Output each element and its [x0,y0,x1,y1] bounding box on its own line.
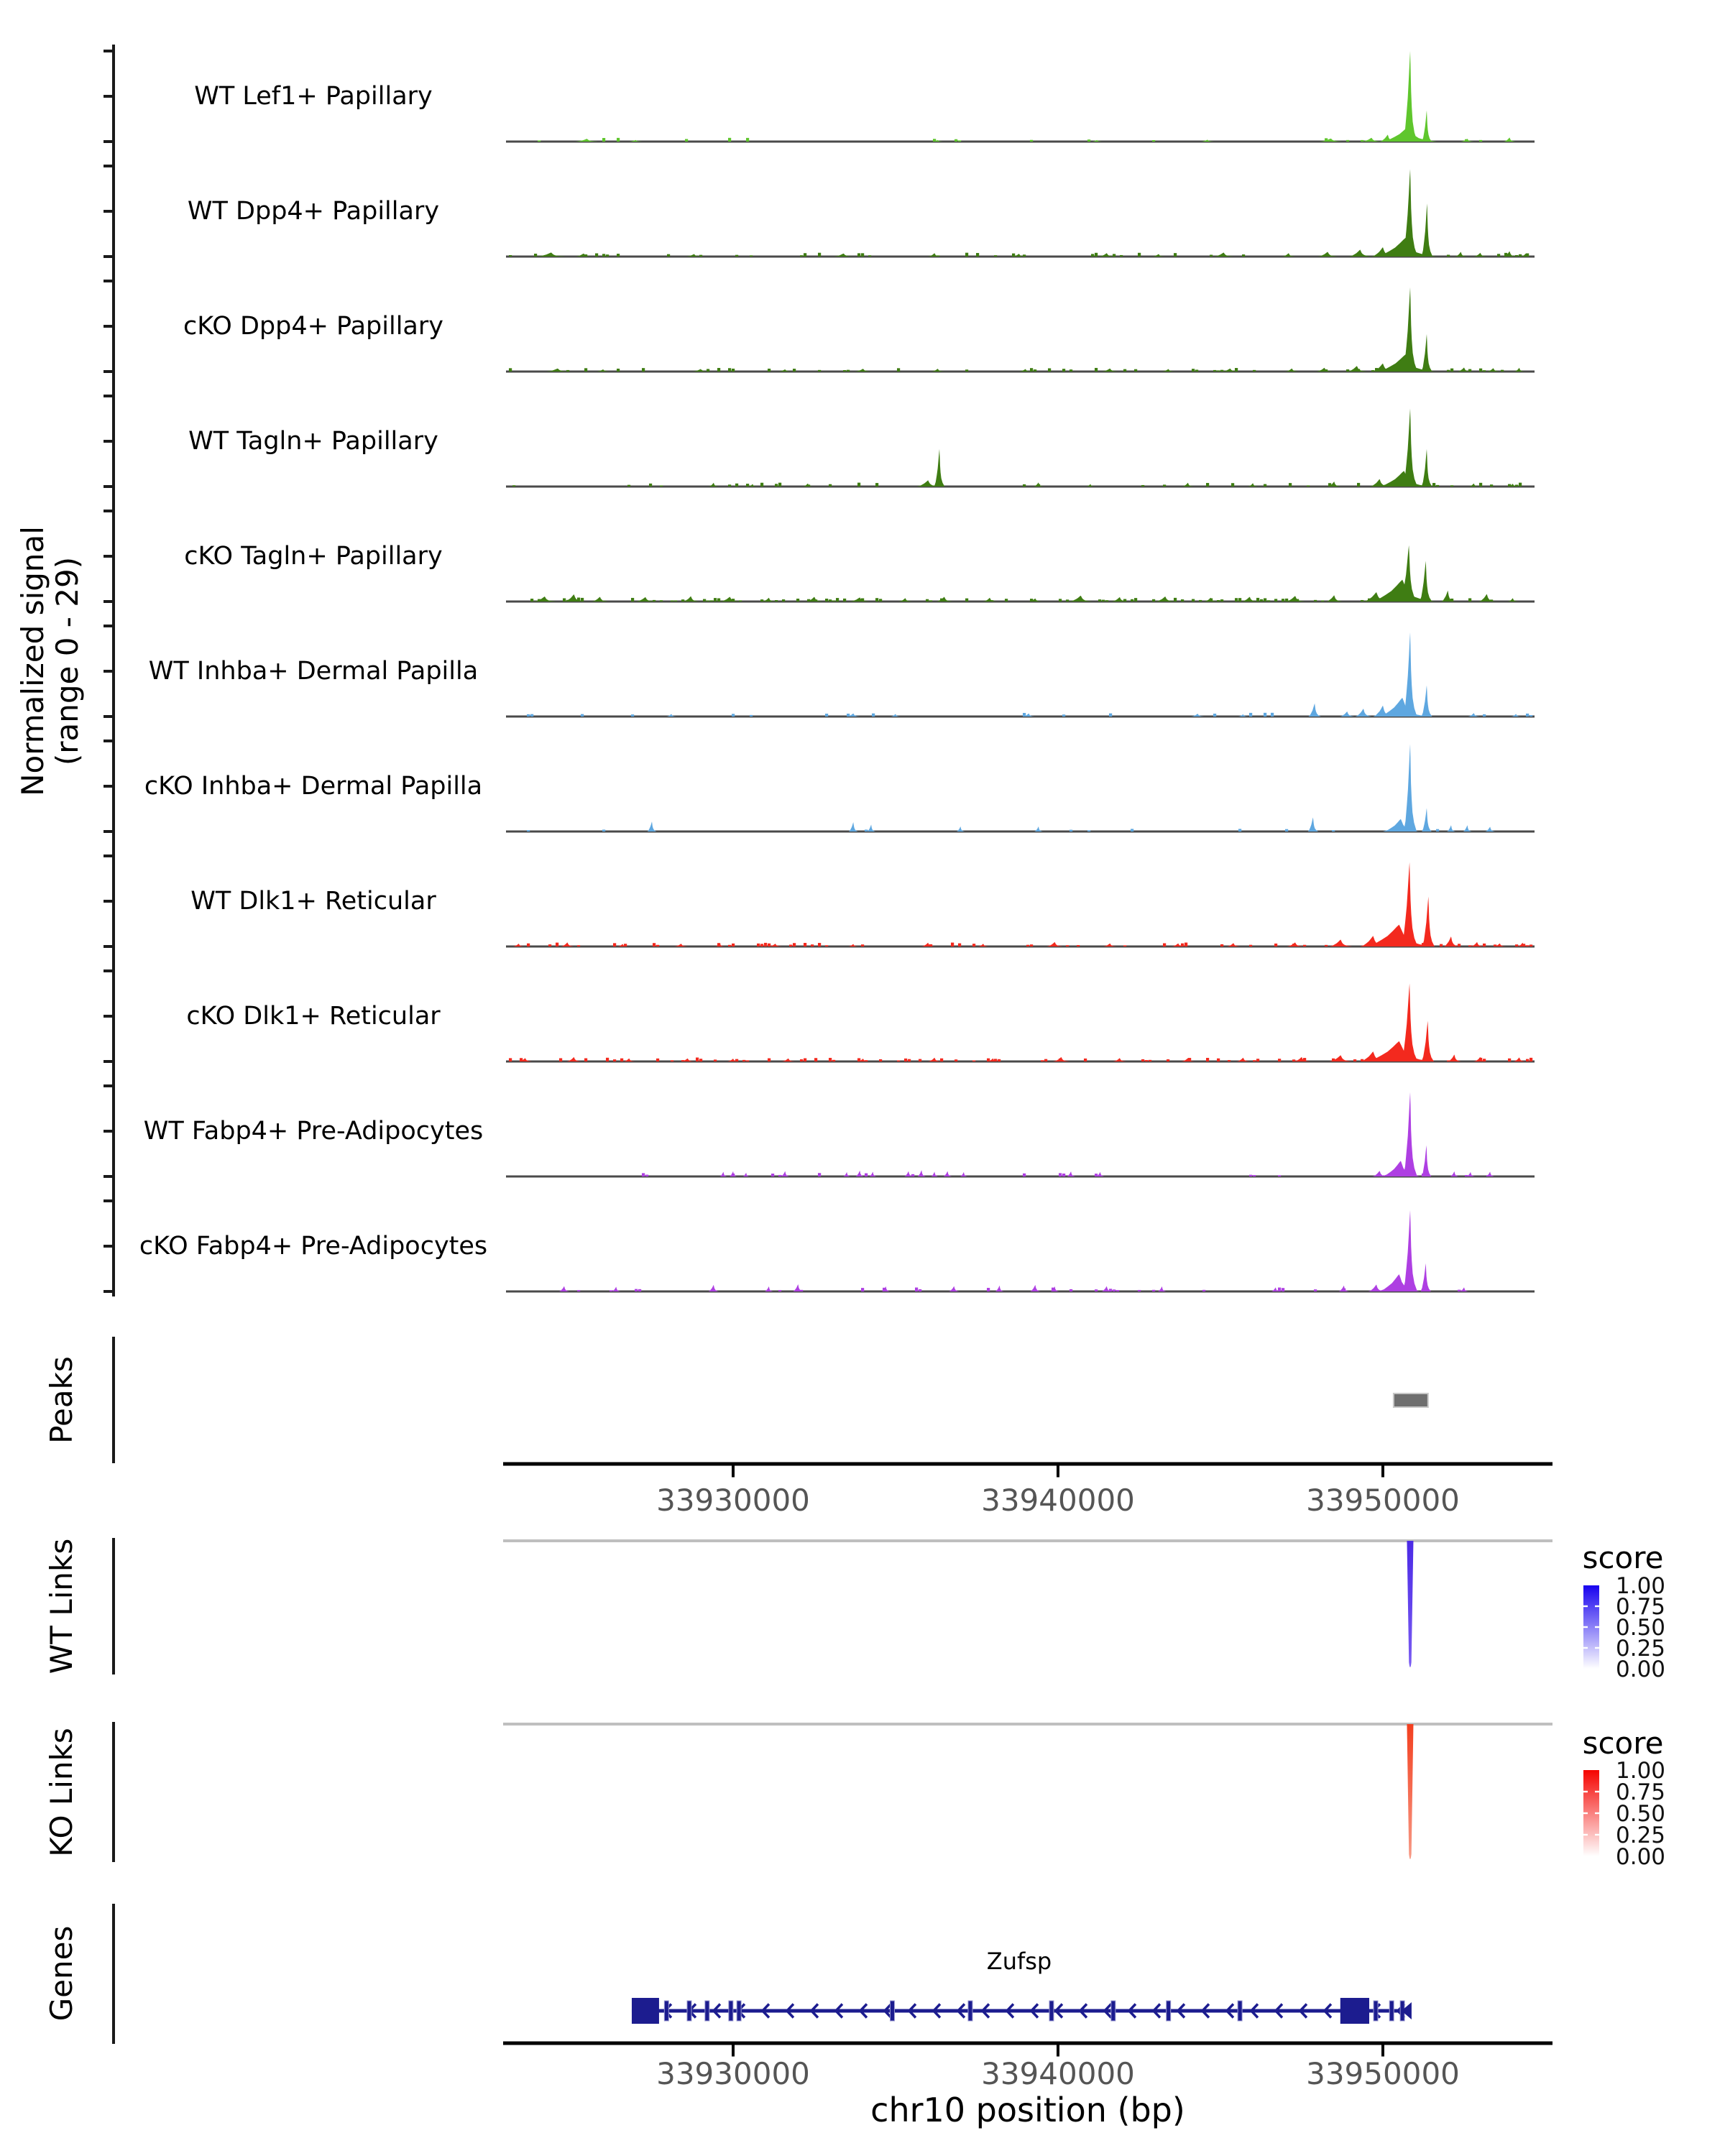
score-legend-label: 1.00 [1616,1573,1666,1599]
link-line [1407,1541,1413,1667]
genes-bracket [112,1904,115,2044]
axis-line [503,1462,1552,1466]
signal-axis-tick [104,945,114,948]
score-legend-label: 0.25 [1616,1636,1666,1662]
legend-tick [1595,1834,1599,1835]
signal-axis-tick [104,740,114,742]
signal-track-wt-dpp4-papillary [104,165,1535,258]
signal-axis-tick [104,969,114,972]
track-label: cKO Fabp4+ Pre-Adipocytes [139,1232,488,1261]
legend-tick [1595,1812,1599,1814]
legend-tick [1595,1606,1599,1607]
signal-peaks-layer [666,632,1521,717]
legend-tick [1583,1791,1588,1792]
signal-axis-tick [104,140,114,143]
gene-name-label: Zufsp [986,1948,1052,1975]
signal-peaks-layer [720,1092,1495,1176]
signal-peaks-layer [709,408,1518,487]
signal-axis-tick [104,440,114,443]
axis-tick-label: 33950000 [1306,2056,1460,2091]
signal-axis-tick [104,1245,114,1248]
axis-tick [732,1466,735,1478]
score-legend-label: 0.50 [1616,1615,1666,1641]
legend-tick [1583,1812,1588,1814]
axis-tick [1381,1466,1384,1478]
links-top-line [503,1723,1552,1726]
signal-axis-tick [104,1130,114,1133]
axis-tick-label: 33930000 [656,1483,810,1518]
signal-track-cko-dlk1-reticular [104,969,1535,1063]
axis-tick-label: 33950000 [1306,1483,1460,1518]
axis-tick-label: 33940000 [981,2056,1135,2091]
axis-tick-label: 33930000 [656,2056,810,2091]
track-label: cKO Inhba+ Dermal Papilla [144,772,483,801]
peaks-genome-axis [503,1462,1552,1519]
signal-track-cko-inhba-dermal-papilla [104,740,1535,833]
links-top-line [503,1539,1552,1542]
legend-tick [1595,1626,1599,1628]
exon-tick [737,2001,741,2021]
legend-tick [1595,1791,1599,1792]
signal-axis-tick [104,785,114,788]
wt-links-track [503,1539,1552,1667]
signal-track-wt-inhba-dermal-papilla [104,625,1535,718]
signal-axis-tick [104,370,114,373]
signal-axis-tick [104,255,114,258]
x-axis-title: chr10 position (bp) [870,2091,1185,2129]
track-baseline [506,831,1535,833]
signal-axis-tick [104,900,114,903]
signal-axis-tick [104,510,114,512]
signal-axis-tick [104,1175,114,1178]
signal-axis-tick [104,854,114,857]
gene-intron-line [632,2009,1407,2013]
score-legend-label: 0.75 [1616,1779,1666,1805]
track-label: WT Dlk1+ Reticular [190,887,436,916]
legend-tick [1583,1834,1588,1835]
genes-section-label: Genes [44,1925,79,2022]
legend-tick [1583,1606,1588,1607]
track-label: WT Tagln+ Papillary [188,427,438,456]
peak-interval-box [1394,1393,1428,1407]
signal-peaks-layer [513,862,1527,946]
signal-track-wt-tagln-papillary [104,395,1535,488]
signal-peaks-layer [519,983,1525,1061]
axis-tick [1057,1466,1059,1478]
signal-track-cko-dpp4-papillary [104,280,1535,373]
score-legend-label: 1.00 [1616,1758,1666,1784]
signal-axis-label-line2: (range 0 - 29) [50,556,85,766]
wt-links-section-label: WT Links [44,1538,79,1674]
signal-track-cko-fabp4-pre-adipocytes [104,1199,1535,1293]
gene-model-zufsp [632,1998,1412,2024]
signal-axis-tick [104,1084,114,1087]
axis-line [503,2042,1552,2045]
score-legend-label: 0.00 [1616,1657,1666,1682]
exon-block [1340,1998,1369,2024]
exon-tick [1111,2001,1116,2021]
track-label: WT Dpp4+ Papillary [187,197,440,226]
exon-tick [1238,2001,1242,2021]
signal-peaks-layer [559,1210,1468,1291]
exon-tick [1389,2001,1394,2021]
track-label: WT Lef1+ Papillary [194,82,433,111]
signal-axis-tick [104,325,114,328]
signal-axis-tick [104,1290,114,1293]
signal-peaks-layer [537,169,1531,257]
axis-tick [1381,2045,1384,2057]
signal-axis-tick [104,50,114,52]
link-line [1407,1724,1413,1859]
ko-score-legend [1583,1758,1665,1870]
track-label: WT Inhba+ Dermal Papilla [148,657,479,686]
signal-peaks-layer [648,744,1495,831]
signal-track-cko-tagln-papillary [104,510,1535,603]
signal-track-wt-fabp4-pre-adipocytes [104,1084,1535,1178]
signal-axis-tick [104,95,114,98]
signal-axis-tick [104,555,114,558]
exon-tick [1167,2001,1171,2021]
signal-axis-tick [104,830,114,833]
track-label: WT Fabp4+ Pre-Adipocytes [143,1117,484,1146]
legend-tick [1583,1626,1588,1628]
signal-axis-bracket [112,45,115,1296]
ko-links-section-label: KO Links [44,1728,79,1857]
exon-tick [1374,2001,1378,2021]
signal-axis-tick [104,485,114,488]
exon-tick [729,2001,733,2021]
exon-tick [890,2001,894,2021]
ko-links-track [503,1723,1552,1859]
signal-axis-tick [104,715,114,718]
score-legend-label: 0.75 [1616,1594,1666,1620]
peaks-section-label: Peaks [44,1356,79,1444]
legend-tick [1595,1647,1599,1649]
wt-links-bracket [112,1538,115,1674]
signal-axis-tick [104,280,114,282]
wt-score-legend-title: score [1582,1540,1664,1575]
signal-axis-tick [104,210,114,213]
track-label: cKO Tagln+ Papillary [184,542,443,571]
signal-axis-tick [104,1015,114,1018]
signal-peaks-layer [546,287,1524,372]
track-label: cKO Dlk1+ Reticular [186,1002,441,1031]
track-label: cKO Dpp4+ Papillary [183,312,443,341]
score-legend-label: 0.25 [1616,1823,1666,1848]
legend-tick [1583,1647,1588,1649]
signal-axis-label-line1: Normalized signal [15,526,50,796]
genes-genome-axis [503,2042,1552,2092]
score-legend-label: 0.50 [1616,1801,1666,1827]
ko-links-bracket [112,1722,115,1862]
exon-tick [1049,2001,1054,2021]
axis-tick [1057,2045,1059,2057]
signal-axis-tick [104,625,114,627]
generated-graphics-layer [104,45,1665,2091]
signal-track-wt-dlk1-reticular [104,854,1535,948]
score-legend-label: 0.00 [1616,1844,1666,1870]
exon-tick [705,2001,709,2021]
exon-tick [687,2001,691,2021]
signal-axis-tick [104,1060,114,1063]
signal-axis-tick [104,670,114,673]
signal-peaks-layer [576,51,1515,142]
signal-axis-tick [104,600,114,603]
signal-axis-tick [104,395,114,397]
ko-score-legend-title: score [1582,1726,1664,1761]
peaks-bracket [112,1337,115,1463]
axis-tick [732,2045,735,2057]
axis-tick-label: 33940000 [981,1483,1135,1518]
exon-tick [968,2001,972,2021]
signal-track-wt-lef1-papillary [104,50,1535,143]
wt-score-legend [1583,1573,1665,1682]
signal-peaks-layer [533,545,1518,602]
signal-axis-tick [104,1199,114,1202]
exon-block [632,1998,659,2024]
exon-tick [664,2001,668,2021]
signal-axis-tick [104,165,114,167]
